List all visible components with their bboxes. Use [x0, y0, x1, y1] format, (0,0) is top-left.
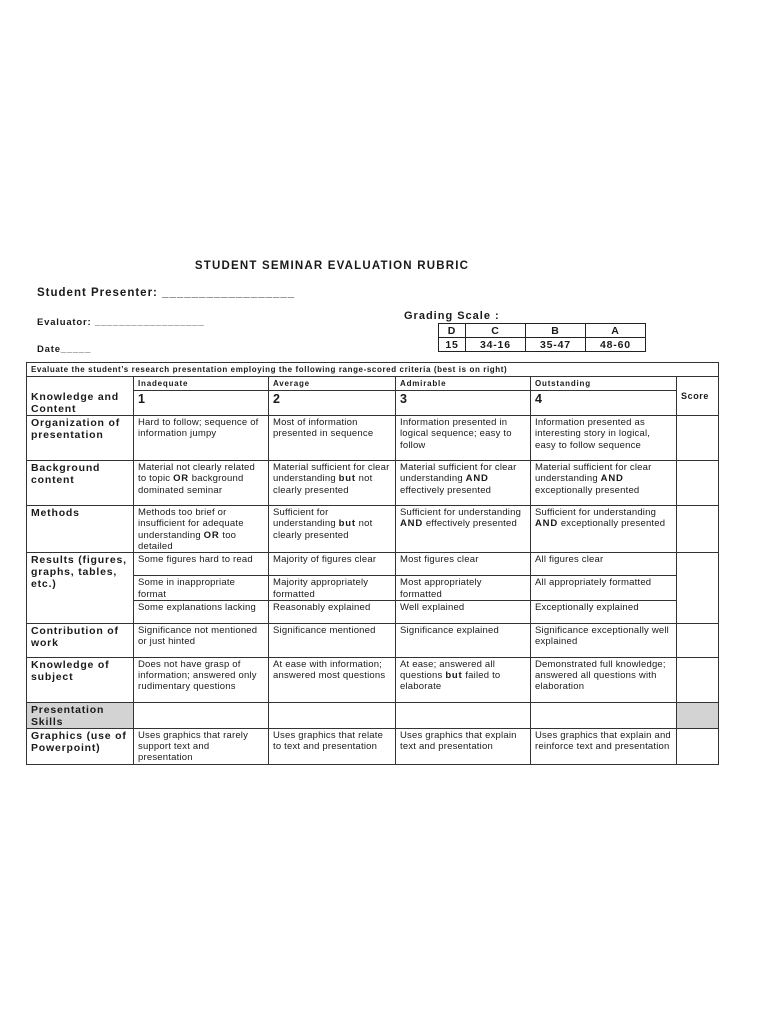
- rubric-cell: [269, 506, 396, 553]
- cell-text: At ease; answered all questions: [400, 658, 496, 682]
- rubric-cell: Well explained: [396, 600, 531, 623]
- rubric-cell: [269, 702, 396, 728]
- rubric-cell: Reasonably explained: [269, 600, 396, 623]
- cell-text: Material sufficient for clear understanding: [400, 462, 517, 485]
- evaluator-field[interactable]: Evaluator: __________________: [37, 317, 205, 328]
- rubric-cell: [531, 702, 677, 728]
- rubric-intro-row: [27, 363, 719, 377]
- grading-scale-table: [438, 323, 646, 352]
- rubric-cell: [134, 461, 269, 506]
- cell-text: failed to elaborate: [400, 670, 501, 693]
- rubric-cell: Some figures hard to read: [134, 553, 269, 576]
- rubric-cell: Uses graphics that relate to text and presentation: [269, 728, 396, 764]
- cell-text: exceptionally presented: [535, 484, 640, 496]
- grade-range: 15: [439, 338, 466, 352]
- rubric-cell: Information presented in logical sequence; easy to follow: [396, 416, 531, 461]
- cell-text: effectively presented: [400, 484, 492, 496]
- rubric-row-methods: [27, 506, 719, 553]
- rubric-cell: [531, 506, 677, 553]
- cell-text: Sufficient for understanding: [400, 507, 522, 519]
- grade-range: 34-16: [465, 338, 525, 352]
- grading-scale-label: Grading Scale :: [404, 310, 500, 322]
- rubric-cell: [396, 702, 531, 728]
- rubric-cell: [396, 461, 531, 506]
- grade-row: [439, 324, 646, 338]
- rubric-cell: Significance mentioned: [269, 623, 396, 657]
- cell-text: Methods too brief or insufficient for adequate understanding: [138, 507, 244, 541]
- score-cell[interactable]: [677, 657, 719, 702]
- emphasis-text: AND: [400, 518, 423, 530]
- page-title: STUDENT SEMINAR EVALUATION RUBRIC: [194, 260, 470, 272]
- emphasis-text: OR: [173, 473, 189, 485]
- grade-range-row: [439, 338, 646, 352]
- criterion-label: Background content: [27, 461, 134, 506]
- rubric-cell: [134, 506, 269, 553]
- level-header: Outstanding: [531, 377, 677, 390]
- level-number: 3: [396, 390, 531, 416]
- rubric-cell: All figures clear: [531, 553, 677, 576]
- score-cell[interactable]: [677, 506, 719, 553]
- score-header-blank: [677, 377, 719, 390]
- rubric-cell: Demonstrated full knowledge; answered all questions with elaboration: [531, 657, 677, 702]
- grade-letter: B: [525, 324, 585, 338]
- rubric-row-contribution: [27, 623, 719, 657]
- rubric-level-row: [27, 377, 719, 390]
- rubric-cell: All appropriately formatted: [531, 576, 677, 601]
- rubric-table: [26, 362, 719, 765]
- cell-text: Sufficient for understanding: [535, 507, 657, 519]
- grade-letter: C: [465, 324, 525, 338]
- grade-letter: A: [585, 324, 645, 338]
- rubric-cell: Significance exceptionally well explained: [531, 623, 677, 657]
- rubric-row-knowledge: [27, 657, 719, 702]
- score-cell[interactable]: [677, 553, 719, 624]
- criterion-label: Organization of presentation: [27, 416, 134, 461]
- grade-range: 48-60: [585, 338, 645, 352]
- criterion-label: Knowledge of subject: [27, 657, 134, 702]
- rubric-cell: Majority of figures clear: [269, 553, 396, 576]
- score-cell[interactable]: [677, 416, 719, 461]
- level-number: 2: [269, 390, 396, 416]
- score-cell: [677, 702, 719, 728]
- level-header: Inadequate: [134, 377, 269, 390]
- rubric-cell: Significance explained: [396, 623, 531, 657]
- rubric-cell: Significance not mentioned or just hinted: [134, 623, 269, 657]
- rubric-row-presentation-skills: [27, 702, 719, 728]
- grade-range: 35-47: [525, 338, 585, 352]
- section-header: Presentation Skills: [27, 702, 134, 728]
- rubric-cell: Some explanations lacking: [134, 600, 269, 623]
- rubric-instructions: Evaluate the student’s research presentation employing the following range-scored criteria (best is on right): [27, 363, 719, 377]
- rubric-cell: [396, 506, 531, 553]
- rubric-row-results: [27, 553, 719, 576]
- criterion-label: Results (figures, graphs, tables, etc.): [27, 553, 134, 624]
- rubric-cell: Exceptionally explained: [531, 600, 677, 623]
- level-number: 1: [134, 390, 269, 416]
- score-cell[interactable]: [677, 623, 719, 657]
- rubric-cell: Most appropriately formatted: [396, 576, 531, 601]
- rubric-cell: Majority appropriately formatted: [269, 576, 396, 601]
- grade-letter: D: [439, 324, 466, 338]
- emphasis-text: AND: [600, 473, 624, 485]
- score-cell[interactable]: [677, 461, 719, 506]
- rubric-cell: Does not have grasp of information; answered only rudimentary questions: [134, 657, 269, 702]
- student-presenter-field[interactable]: Student Presenter: __________________: [37, 287, 296, 299]
- emphasis-text: but: [338, 473, 356, 485]
- cell-text: too detailed: [138, 529, 237, 552]
- level-header-blank: [27, 377, 134, 390]
- cell-text: Material sufficient for clear understanding: [273, 462, 390, 485]
- criterion-label: Graphics (use of Powerpoint): [27, 728, 134, 764]
- rubric-cell: [396, 657, 531, 702]
- rubric-cell: Information presented as interesting story in logical, easy to follow sequence: [531, 416, 677, 461]
- rubric-cell: [134, 702, 269, 728]
- score-cell[interactable]: [677, 728, 719, 764]
- date-field[interactable]: Date_____: [37, 344, 92, 355]
- cell-text: not clearly presented: [273, 518, 373, 541]
- rubric-cell: Some in inappropriate format: [134, 576, 269, 601]
- rubric-row-graphics: [27, 728, 719, 764]
- level-number: 4: [531, 390, 677, 416]
- cell-text: background dominated seminar: [138, 473, 244, 496]
- rubric-cell: Hard to follow; sequence of information jumpy: [134, 416, 269, 461]
- rubric-number-row: [27, 390, 719, 416]
- score-column-header: Score: [677, 390, 719, 416]
- cell-text: Material not clearly related to topic: [138, 462, 256, 485]
- emphasis-text: but: [445, 670, 463, 682]
- cell-text: Material sufficient for clear understanding: [535, 462, 652, 485]
- rubric-cell: Uses graphics that rarely support text and presentation: [134, 728, 269, 764]
- cell-text: effectively presented: [422, 518, 517, 530]
- rubric-cell: Uses graphics that explain and reinforce text and presentation: [531, 728, 677, 764]
- criterion-label: Methods: [27, 506, 134, 553]
- criterion-label: Knowledge and Content: [27, 390, 134, 416]
- rubric-row-background: [27, 461, 719, 506]
- rubric-cell: Most figures clear: [396, 553, 531, 576]
- rubric-row-organization: [27, 416, 719, 461]
- criterion-label: Contribution of work: [27, 623, 134, 657]
- cell-text: not clearly presented: [273, 473, 373, 496]
- level-header: Average: [269, 377, 396, 390]
- emphasis-text: AND: [535, 518, 558, 530]
- cell-text: exceptionally presented: [557, 518, 666, 530]
- emphasis-text: OR: [203, 529, 220, 541]
- rubric-cell: [531, 461, 677, 506]
- rubric-cell: Most of information presented in sequence: [269, 416, 396, 461]
- rubric-cell: Uses graphics that explain text and presentation: [396, 728, 531, 764]
- emphasis-text: AND: [465, 473, 489, 485]
- emphasis-text: but: [338, 518, 356, 530]
- rubric-cell: At ease with information; answered most questions: [269, 657, 396, 702]
- rubric-cell: [269, 461, 396, 506]
- level-header: Admirable: [396, 377, 531, 390]
- cell-text: Sufficient for understanding: [273, 507, 339, 530]
